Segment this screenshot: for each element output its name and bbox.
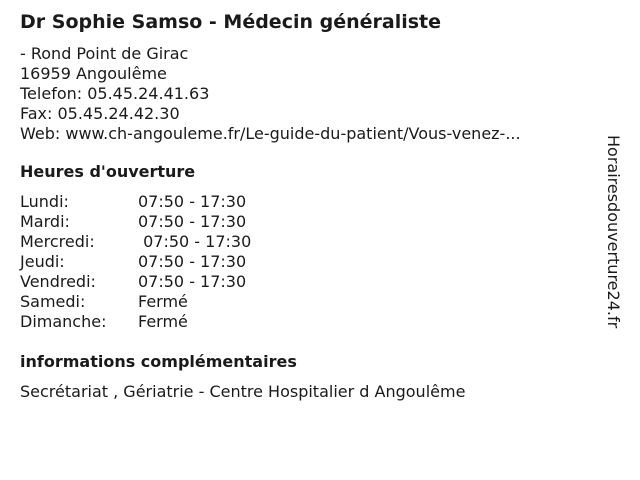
city-line: 16959 Angoulême (20, 64, 167, 83)
business-card (20, 10, 600, 402)
hours-row-jeudi (20, 252, 600, 272)
hours-row-dimanche (20, 312, 600, 332)
day-label: Samedi: (20, 292, 86, 311)
brand-watermark: Horairesdouverture24.fr (604, 135, 623, 329)
fax-line: Fax: 05.45.24.42.30 (20, 104, 180, 123)
day-label: Lundi: (20, 192, 69, 211)
hours-row-mercredi (20, 232, 600, 252)
opening-hours-table (20, 192, 600, 332)
time-value: 07:50 - 17:30 (138, 212, 247, 231)
hours-row-samedi (20, 292, 600, 312)
phone-line: Telefon: 05.45.24.41.63 (20, 84, 210, 103)
hours-row-mardi (20, 212, 600, 232)
time-value: 07:50 - 17:30 (138, 192, 247, 211)
hours-row-lundi (20, 192, 600, 212)
day-label: Mardi: (20, 212, 70, 231)
opening-hours-heading: Heures d'ouverture (20, 162, 196, 181)
day-label: Mercredi: (20, 232, 95, 251)
website-line: Web: www.ch-angouleme.fr/Le-guide-du-patient/Vous-venez-... (20, 124, 521, 143)
time-value: 07:50 - 17:30 (138, 272, 247, 291)
additional-info-text: Secrétariat , Gériatrie - Centre Hospitalier d Angoulême (20, 382, 466, 401)
day-label: Jeudi: (20, 252, 65, 271)
hours-row-vendredi (20, 272, 600, 292)
additional-info-heading: informations complémentaires (20, 352, 297, 371)
time-value: 07:50 - 17:30 (138, 232, 252, 251)
address-block (20, 44, 600, 144)
page-title: Dr Sophie Samso - Médecin généraliste (20, 11, 442, 33)
time-value: 07:50 - 17:30 (138, 252, 247, 271)
day-label: Vendredi: (20, 272, 96, 291)
street-address: - Rond Point de Girac (20, 44, 189, 63)
day-label: Dimanche: (20, 312, 107, 331)
time-value: Fermé (138, 292, 188, 311)
time-value: Fermé (138, 312, 188, 331)
